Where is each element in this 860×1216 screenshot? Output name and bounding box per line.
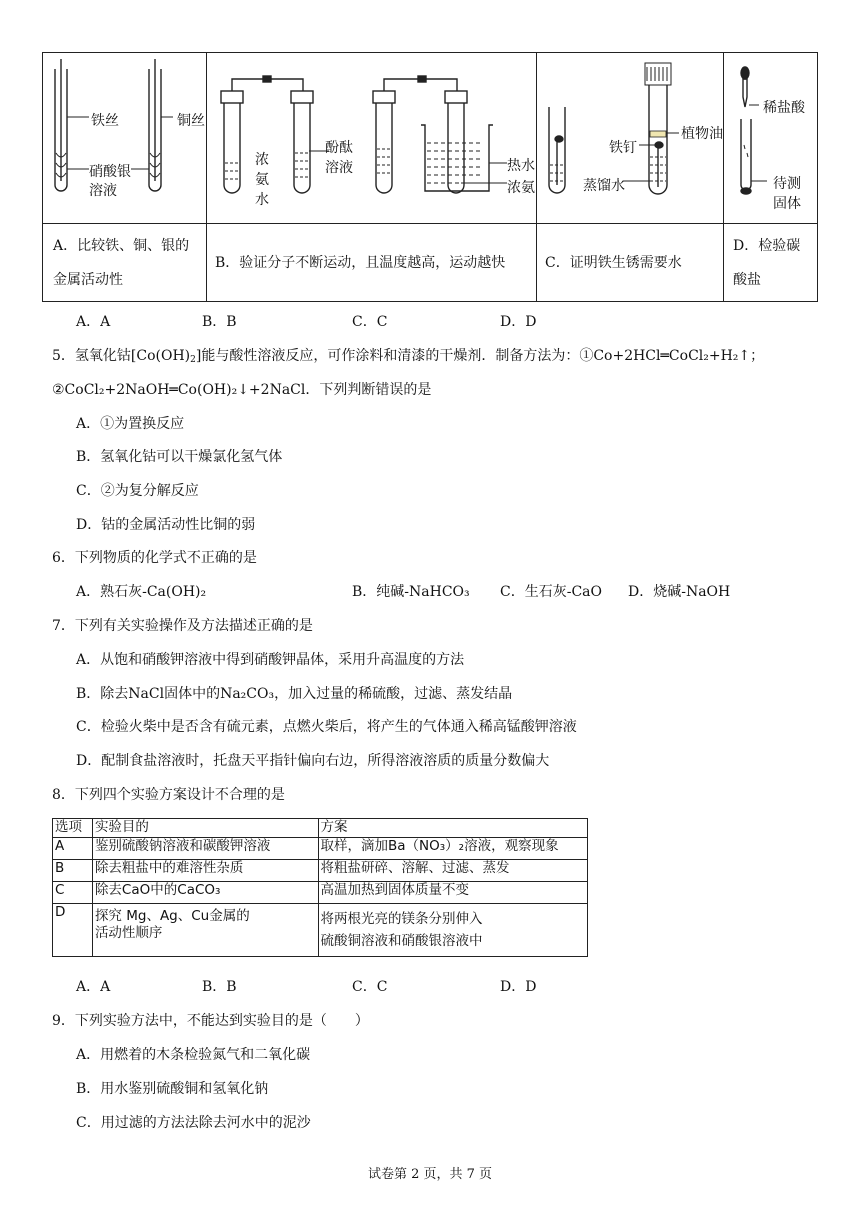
table-row	[53, 838, 588, 860]
row-plan: 高温加热到固体质量不变	[318, 882, 588, 904]
caption-d-line1: D．检验碳	[733, 238, 801, 254]
q6-option-a: A．熟石灰-Ca(OH)₂	[76, 584, 207, 600]
label-solution: 溶液	[89, 183, 117, 199]
q6-option-c: C．生石灰-CaO	[500, 584, 602, 600]
label-test-solid-2: 固体	[773, 196, 801, 212]
q4-option-d: D．D	[500, 314, 537, 330]
label-copper-wire: 铜丝	[177, 113, 205, 129]
label-dilute-hcl: 稀盐酸	[763, 100, 805, 116]
table-row	[53, 882, 588, 904]
row-option: A	[53, 838, 93, 860]
label-conc-ammonia: 浓氨	[507, 180, 535, 196]
caption-b: B．验证分子不断运动，且温度越高，运动越快	[215, 255, 506, 271]
q8-table	[52, 818, 588, 957]
label-ammonia-3: 水	[255, 192, 269, 208]
q9-option-b: B．用水鉴别硫酸铜和氢氧化钠	[76, 1081, 269, 1097]
q4-option-a: A．A	[76, 314, 111, 330]
q4-option-b: B．B	[202, 314, 237, 330]
table-header-row	[53, 819, 588, 838]
label-distilled-water: 蒸馏水	[583, 178, 625, 194]
q5-option-b: B．氢氧化钴可以干燥氯化氢气体	[76, 449, 283, 465]
q5-option-d: D．钴的金属活动性比铜的弱	[76, 517, 256, 533]
q9-stem: 9．下列实验方法中，不能达到实验目的是（ ）	[52, 1013, 369, 1029]
label-phenol-solution: 溶液	[325, 160, 353, 176]
q7-option-a: A．从饱和硝酸钾溶液中得到硝酸钾晶体，采用升高温度的方法	[76, 652, 465, 668]
q7-option-c: C．检验火柴中是否含有硫元素，点燃火柴后，将产生的气体通入稀高锰酸钾溶液	[76, 719, 577, 735]
label-test-solid-1: 待测	[773, 176, 801, 192]
label-ammonia-2: 氨	[255, 172, 269, 188]
page-footer: 试卷第 2 页，共 7 页	[367, 1167, 493, 1182]
label-silver-nitrate: 硝酸银	[89, 164, 131, 180]
row-purpose: 除去粗盐中的难溶性杂质	[92, 860, 318, 882]
row-divider	[43, 223, 817, 224]
label-iron-wire: 铁丝	[91, 113, 119, 129]
q5-stem-line1: 5．氢氧化钴$[Co(OH)_2]$能与酸性溶液反应，可作涂料和清漆的干燥剂．制备方法为：①Co+2HCl═CoCl₂+H₂↑；	[52, 348, 765, 365]
q5-option-a: A．①为置换反应	[76, 416, 185, 432]
q7-option-b: B．除去NaCl固体中的Na₂CO₃，加入过量的稀硫酸，过滤、蒸发结晶	[76, 686, 513, 702]
label-ammonia-1: 浓	[255, 152, 269, 168]
label-hot-water: 热水	[507, 158, 535, 174]
label-vegetable-oil: 植物油	[681, 126, 723, 142]
row-purpose: 除去CaO中的CaCO₃	[92, 882, 318, 904]
q6-option-b: B．纯碱-NaHCO₃	[352, 584, 470, 600]
row-purpose: 探究 Mg、Ag、Cu金属的 活动性顺序	[92, 904, 318, 957]
q8-option-a: A．A	[76, 979, 111, 995]
q8-option-c: C．C	[352, 979, 388, 995]
q6-option-d: D．烧碱-NaOH	[628, 584, 731, 600]
q7-option-d: D．配制食盐溶液时，托盘天平指针偏向右边，所得溶液溶质的质量分数偏大	[76, 753, 550, 769]
row-option: C	[53, 882, 93, 904]
q5-stem-line2: ②CoCl₂+2NaOH═Co(OH)₂↓+2NaCl．下列判断错误的是	[52, 382, 432, 398]
table-row	[53, 860, 588, 882]
q4-option-c: C．C	[352, 314, 388, 330]
q5-option-c: C．②为复分解反应	[76, 483, 199, 499]
row-purpose: 鉴别硫酸钠溶液和碳酸钾溶液	[92, 838, 318, 860]
q7-stem: 7．下列有关实验操作及方法描述正确的是	[52, 618, 313, 634]
caption-c: C．证明铁生锈需要水	[545, 255, 682, 271]
row-plan: 将两根光亮的镁条分别伸入 硫酸铜溶液和硝酸银溶液中	[318, 904, 588, 957]
table-row	[53, 904, 588, 957]
row-option: B	[53, 860, 93, 882]
q6-stem: 6．下列物质的化学式不正确的是	[52, 550, 257, 566]
q8-stem: 8．下列四个实验方案设计不合理的是	[52, 787, 285, 803]
q8-option-b: B．B	[202, 979, 237, 995]
q9-option-c: C．用过滤的方法法除去河水中的泥沙	[76, 1115, 311, 1131]
caption-d-line2: 酸盐	[733, 272, 761, 288]
row-plan: 取样，滴加Ba（NO₃）₂溶液，观察现象	[318, 838, 588, 860]
q8-option-d: D．D	[500, 979, 537, 995]
experiment-figure-table	[42, 52, 818, 302]
label-phenolphthalein: 酚酞	[325, 140, 353, 156]
header-plan: 方案	[318, 819, 588, 838]
header-purpose: 实验目的	[92, 819, 318, 838]
q9-option-a: A．用燃着的木条检验氮气和二氧化碳	[76, 1047, 311, 1063]
caption-a-line2: 金属活动性	[53, 272, 123, 288]
row-plan: 将粗盐研碎、溶解、过滤、蒸发	[318, 860, 588, 882]
row-option: D	[53, 904, 93, 957]
label-iron-nail: 铁钉	[609, 140, 637, 156]
header-option: 选项	[53, 819, 93, 838]
caption-a-line1: A．比较铁、铜、银的	[53, 238, 190, 254]
